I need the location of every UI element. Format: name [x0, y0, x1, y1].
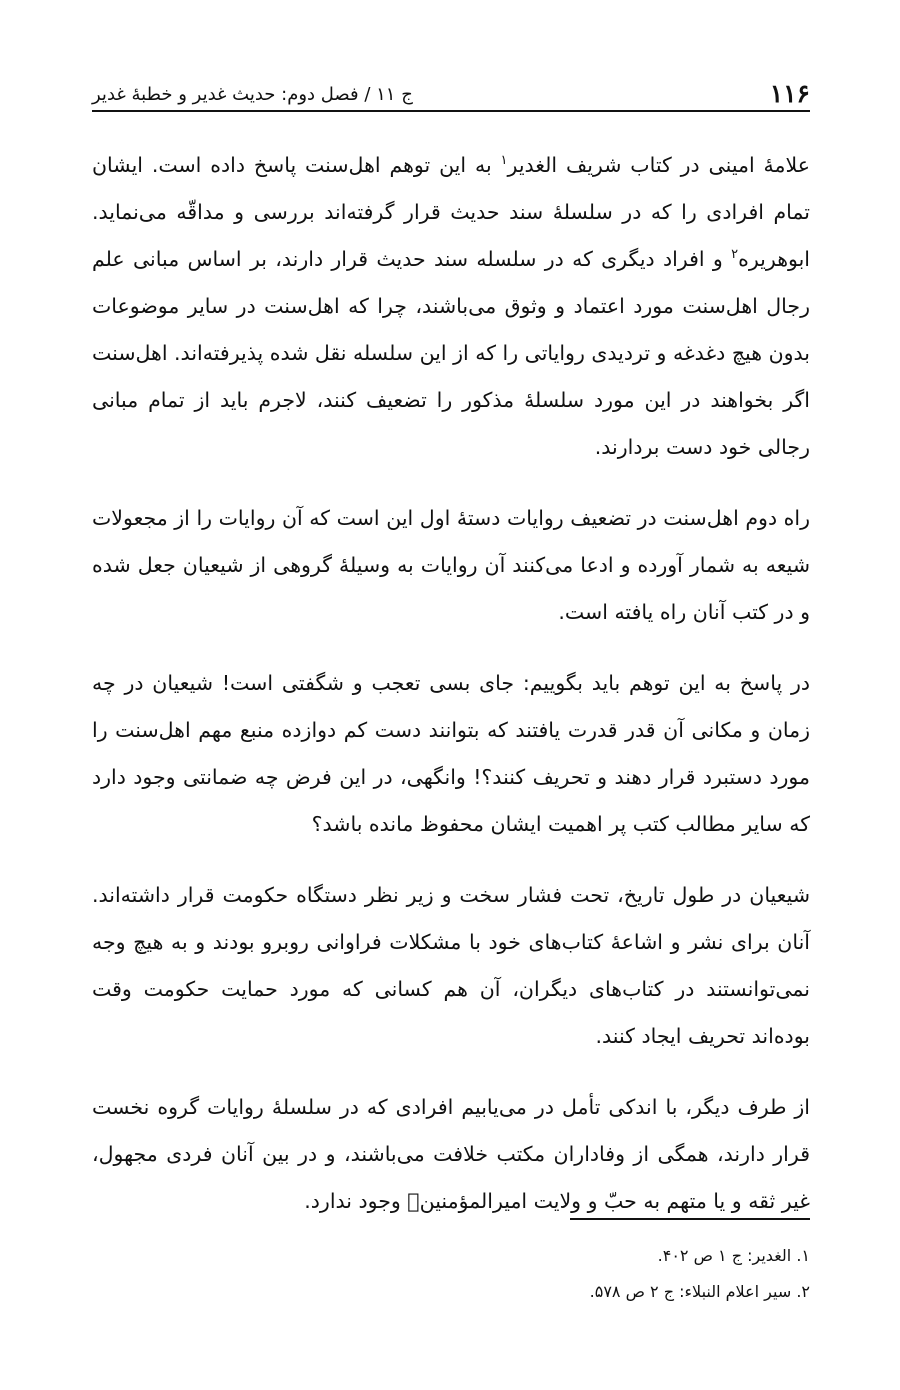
page-number: ۱۱۶ [769, 79, 810, 108]
book-page [92, 62, 810, 1249]
body-text [92, 142, 810, 1225]
running-head: ج ۱۱ / فصل دوم: حدیث غدیر و خطبهٔ غدیر [92, 84, 413, 106]
footnote-1: ۱. الغدیر: ج ۱ ص ۴۰۲. [657, 1246, 810, 1265]
paragraph-1-part-3: و افراد دیگری که در سلسله سند حدیث قرار دارند، بر اساس مبانی علم رجال اهل‌سنت مورد اعتماد و وثوق می‌باشند، چرا که اهل‌سنت در سایر موضوعات بدون هیچ دغدغه و تردیدی روایاتی را که از این سلسله نقل شده پذیرفته‌اند. اهل‌سنت اگر بخواهند در این مورد سلسلهٔ مذکور را تضعیف کنند، لاجرم باید از تمام مبانی رجالی خود دست بردارند. [92, 247, 810, 459]
footnote-ref-1: ۱ [500, 153, 508, 169]
footnotes [92, 1238, 810, 1310]
paragraph-1-part-2: به این توهم اهل‌سنت پاسخ داده است. ایشان تمام افرادی را که در سلسلهٔ سند حدیث قرار گرفته‌اند بررسی و مداقّه می‌نماید. ابوهریره [92, 153, 810, 271]
footnote-2: ۲. سیر اعلام النبلاء: ج ۲ ص ۵۷۸. [589, 1282, 810, 1301]
paragraph-2: راه دوم اهل‌سنت در تضعیف روایات دستهٔ اول این است که آن روایات را از مجعولات شیعه به شمار آورده و ادعا می‌کنند آن روایات به وسیلهٔ گروهی از شیعیان جعل شده و در کتب آنان راه یافته است. [92, 506, 810, 624]
paragraph-1 [92, 142, 810, 471]
paragraph-5: از طرف دیگر، با اندکی تأمل در می‌یابیم افرادی که در سلسلهٔ روایات گروه نخست قرار دارند، همگی از وفاداران مکتب خلافت می‌باشند، و در بین آنان فردی مجهول، غیر ثقه و یا متهم به حبّ و ولایت امیرالمؤمنین﷣ وجود ندارد. [92, 1095, 810, 1213]
paragraph-4: شیعیان در طول تاریخ، تحت فشار سخت و زیر نظر دستگاه حکومت قرار داشته‌اند. آنان برای نشر و اشاعهٔ کتاب‌های خود با مشکلات فراوانی روبرو بودند و به هیچ وجه نمی‌توانستند در کتاب‌های دیگران، آن هم کسانی که مورد حمایت حکومت وقت بوده‌اند تحریف ایجاد کنند. [92, 883, 810, 1048]
paragraph-3: در پاسخ به این توهم باید بگوییم: جای بسی تعجب و شگفتی است! شیعیان در چه زمان و مکانی آن قدر قدرت یافتند که بتوانند دست کم دوازده منبع مهم اهل‌سنت را مورد دستبرد قرار دهند و تحریف کنند؟! وانگهی، در این فرض چه ضمانتی وجود دارد که سایر مطالب کتب پر اهمیت ایشان محفوظ مانده باشد؟ [92, 671, 810, 836]
footnote-ref-2: ۲ [731, 247, 739, 263]
page-header [92, 62, 810, 112]
footnote-divider [570, 1218, 810, 1220]
paragraph-1-part-1: علامهٔ امینی در کتاب شریف الغدیر [507, 153, 810, 177]
